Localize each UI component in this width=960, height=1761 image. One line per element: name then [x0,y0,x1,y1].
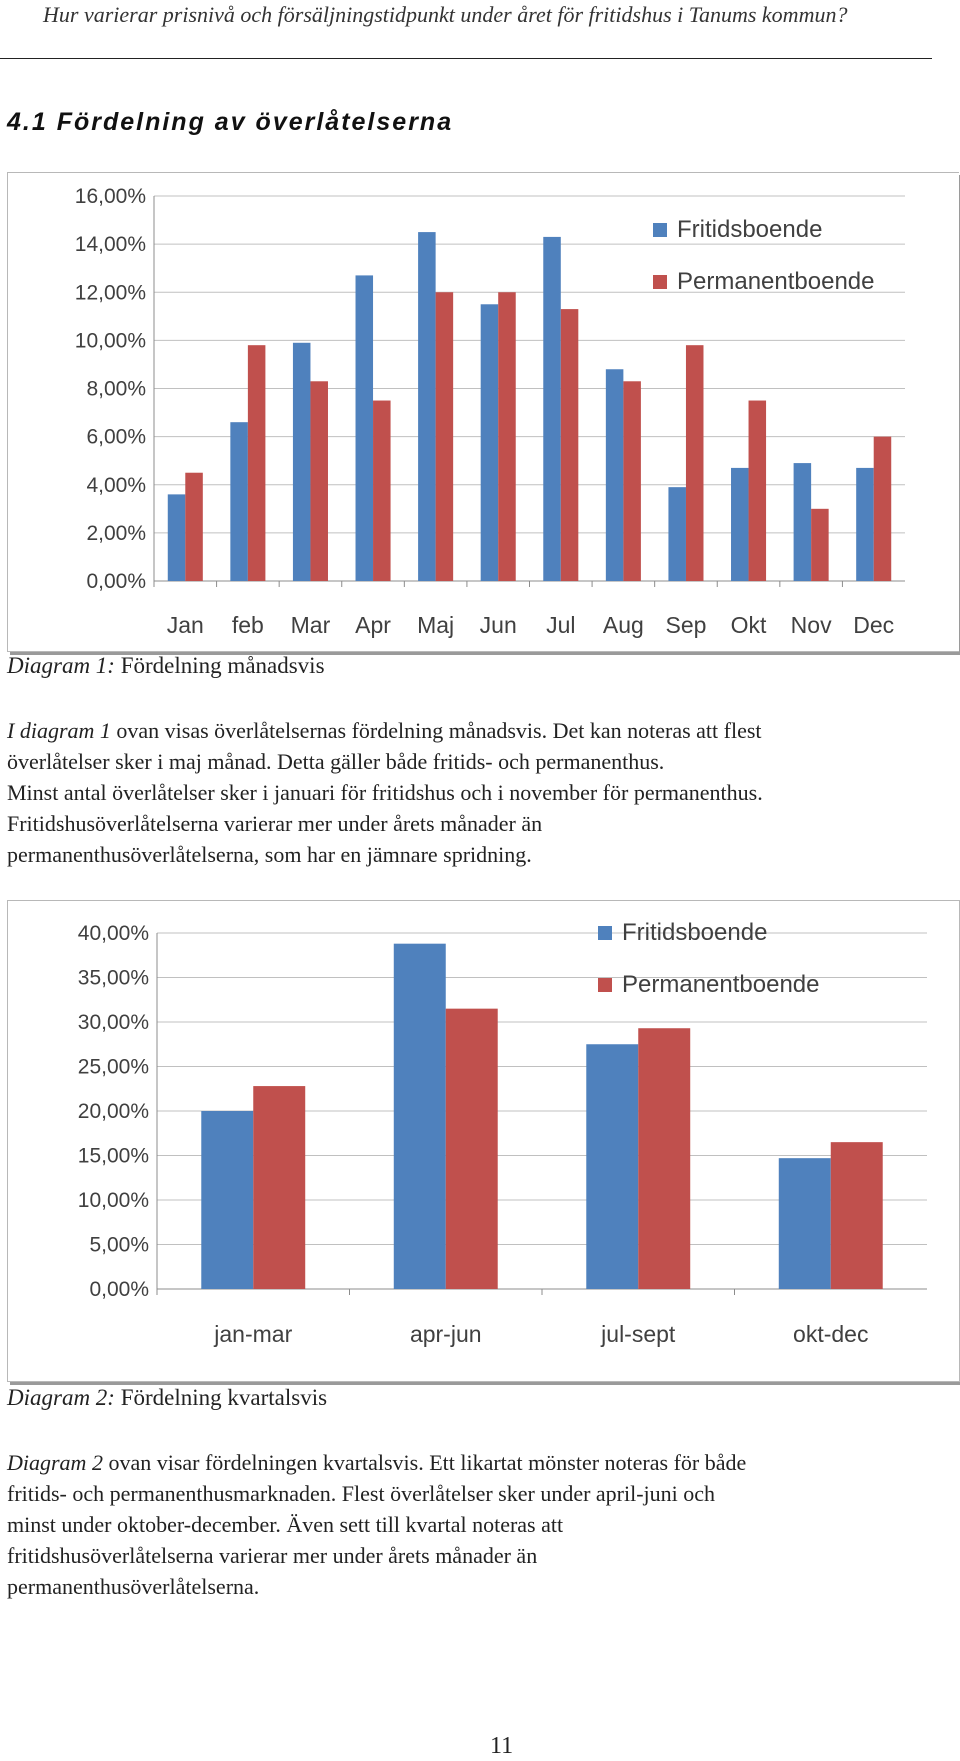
bar-permanentboende [373,401,391,581]
bar-fritidsboende [394,944,446,1289]
y-tick-label: 10,00% [77,1189,149,1212]
caption-1-lead: Diagram 1: [7,653,115,678]
x-tick-label: Nov [790,612,832,638]
bar-permanentboende [811,509,829,581]
y-tick-label: 10,00% [74,329,146,353]
bar-fritidsboende [543,237,561,581]
figure-caption-2 [7,1385,327,1411]
bar-fritidsboende [356,275,374,581]
caption-2-lead: Diagram 2: [7,1385,115,1410]
bar-fritidsboende [731,468,749,581]
paragraph-1-lead: I diagram 1 [7,718,111,743]
bar-fritidsboende [856,468,874,581]
x-tick-label: okt-dec [793,1321,869,1347]
x-tick-label: jan-mar [214,1321,293,1347]
bar-permanentboende [686,345,704,581]
bar-permanentboende [310,381,328,581]
x-tick-label: Jan [166,612,204,638]
figure-caption-1 [7,653,325,679]
x-tick-label: Sep [665,612,707,638]
x-tick-label: Mar [290,612,331,638]
bar-fritidsboende [779,1158,831,1289]
header-divider [0,58,932,59]
bar-permanentboende [638,1028,690,1289]
bar-fritidsboende [586,1044,638,1289]
bar-fritidsboende [201,1111,253,1289]
bar-fritidsboende [481,304,499,581]
x-tick-label: jul-sept [601,1321,676,1347]
bar-permanentboende [498,292,516,581]
paragraph-1-line-3: Minst antal överlåtelser sker i januari för fritidshus och i november för permanenthus. [7,780,763,805]
bar-fritidsboende [168,494,186,581]
paragraph-2-line-1-text: ovan visar fördelningen kvartalsvis. Ett likartat mönster noteras för både [102,1450,747,1475]
y-tick-label: 0,00% [89,1278,149,1301]
paragraph-2-line-3: minst under oktober-december. Även sett till kvartal noteras att [7,1512,564,1537]
bar-fritidsboende [794,463,812,581]
section-heading: 4.1 Fördelning av överlåtelserna [7,108,454,136]
legend-swatch-fritidsboende [653,223,667,237]
bar-fritidsboende [230,422,248,581]
y-tick-label: 2,00% [86,521,146,545]
x-tick-label: Apr [355,612,391,638]
bar-permanentboende [185,473,203,581]
bar-fritidsboende [668,487,686,581]
y-tick-label: 8,00% [86,377,146,401]
bar-permanentboende [446,1009,498,1289]
y-tick-label: 14,00% [74,233,146,257]
y-tick-label: 6,00% [86,425,146,449]
chart-monthly-svg [8,173,959,651]
bar-permanentboende [623,381,641,581]
paragraph-2-line-4: fritidshusöverlåtelserna varierar mer under årets månader än [7,1543,538,1568]
x-tick-label: Maj [417,612,455,638]
caption-2-text: Fördelning kvartalsvis [114,1385,328,1410]
legend-swatch-permanentboende [653,275,667,289]
y-tick-label: 16,00% [74,185,146,208]
bar-permanentboende [248,345,266,581]
paragraph-2 [7,1447,942,1602]
chart-quarterly-svg [8,901,959,1381]
x-tick-label: Okt [730,612,767,638]
paragraph-2-line-2: fritids- och permanenthusmarknaden. Flest överlåtelser sker under april-juni och [7,1481,716,1506]
paragraph-1 [7,715,942,870]
paragraph-2-line-5: permanenthusöverlåtelserna. [7,1574,260,1599]
y-tick-label: 0,00% [86,570,146,593]
y-tick-label: 40,00% [77,922,149,945]
running-header: Hur varierar prisnivå och försäljningstidpunkt under året för fritidshus i Tanums kommun? [43,2,848,27]
bar-permanentboende [561,309,579,581]
legend-swatch-fritidsboende [598,926,612,940]
legend-label-permanentboende: Permanentboende [622,971,820,998]
paragraph-2-line-1 [7,1447,942,1478]
paragraph-1-line-1-text: ovan visas överlåtelsernas fördelning månadsvis. Det kan noteras att flest [110,718,762,743]
bar-permanentboende [831,1142,883,1289]
x-tick-label: feb [231,612,264,638]
legend-label-permanentboende: Permanentboende [677,268,875,295]
y-tick-label: 12,00% [74,281,146,305]
y-tick-label: 5,00% [89,1233,149,1257]
x-tick-label: apr-jun [409,1321,482,1347]
chart-quarterly-distribution [7,900,960,1382]
y-tick-label: 25,00% [77,1055,149,1079]
bar-permanentboende [253,1086,305,1289]
x-tick-label: Aug [602,612,644,638]
y-tick-label: 20,00% [77,1100,149,1123]
x-tick-label: Jun [479,612,517,638]
y-tick-label: 15,00% [77,1144,149,1168]
paragraph-1-line-1 [7,715,942,746]
y-tick-label: 35,00% [77,966,149,990]
page-number: 11 [490,1733,514,1759]
bar-permanentboende [874,437,892,581]
caption-1-text: Fördelning månadsvis [114,653,325,678]
paragraph-2-lead: Diagram 2 [7,1450,103,1475]
legend-label-fritidsboende: Fritidsboende [622,919,768,946]
bar-fritidsboende [293,343,311,581]
y-tick-label: 30,00% [77,1011,149,1034]
paragraph-1-line-4: Fritidshusöverlåtelserna varierar mer under årets månader än [7,811,543,836]
bar-permanentboende [749,401,767,581]
x-tick-label: Jul [546,612,576,638]
paragraph-1-line-2: överlåtelser sker i maj månad. Detta gäller både fritids- och permanenthus. [7,749,665,774]
legend-swatch-permanentboende [598,978,612,992]
chart-monthly-distribution [7,172,959,652]
x-tick-label: Dec [853,612,895,638]
y-tick-label: 4,00% [86,473,146,497]
bar-fritidsboende [606,369,624,581]
bar-permanentboende [436,292,454,581]
bar-fritidsboende [418,232,436,581]
legend-label-fritidsboende: Fritidsboende [677,216,823,243]
paragraph-1-line-5: permanenthusöverlåtelserna, som har en jämnare spridning. [7,842,532,867]
